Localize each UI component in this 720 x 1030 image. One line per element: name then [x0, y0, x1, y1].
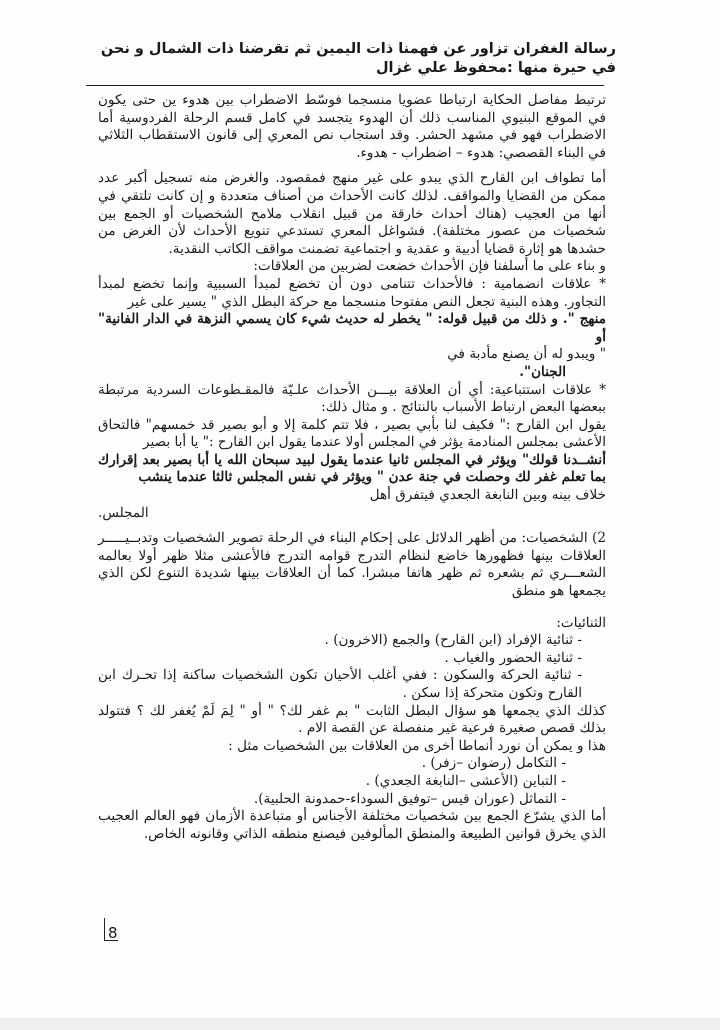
- relation-item-1: - التكامل (رضوان –زفر) .: [421, 755, 566, 772]
- relation-item-3: - التماثل (عوران قيس –توفيق السوداء-حمدونة الحلبية).: [253, 790, 566, 807]
- plain-line-1: " ويبدو له أن يصنع مأدبة في: [447, 346, 606, 363]
- plain-line-3: المجلس.: [98, 504, 149, 521]
- page-header-title: رسالة الغفران تزاور عن فهمنا ذات اليمين ثم تقرضنا ذات الشمال و نحن في حيرة منها :محفوظ علي غزال: [100, 41, 616, 76]
- pairs-heading: الثنائيات:: [556, 614, 606, 631]
- paragraph-relations-2: * علاقات استتباعية: أي أن العلاقة بيـــن الأحداث علـيّة فالمقـطوعات السردية مرتبطة ببعضها البعض ارتباط الأسباب بالنتائج . و مثال ذلك:: [98, 381, 606, 416]
- document-body: [98, 92, 606, 843]
- bold-quote-line-2: أنشــدنا قولك" ويؤثر في المجلس ثانيا عندما يقول لبيد سبحان الله يا أبا بصير بعد إقرارك بما تعلم غفر لك وحصلت في جنة عدن " ويؤثر في نفس المجلس ثالثا عندما ينشب: [98, 451, 606, 486]
- paragraph-example: يقول ابن القارح :" فكيف لنا بأبي بصير ، فلا تتم كلمة إلا و أبو بصير قد خمسهم" فالتحاق الأعشى بمجلس المنادمة يؤثر في المجلس أولا عندما يقول ابن القارح :" يا أبا بصير: [98, 416, 606, 451]
- paragraph-4: * علاقات انضمامية : فالأحداث تتنامى دون أن تخضع لمبدأ السببية وإنما تخضع لمبدأ التجاور. وهذه البنية تجعل النص مفتوحا منسجما مع حركة البطل الذي " يسير على غير: [98, 275, 606, 310]
- header-divider: [86, 85, 604, 86]
- paragraph-1: ترتبط مفاصل الحكاية ارتباطا عضويا منسجما فوسّط الاضطراب بين هدوء ين حتى يكون في الموقع البنيوي المناسب ذلك أن الهدوء يتجسد في كامل قسم الرحلة الفردوسية أما الاضطراب فهو في مشهد الحشر. وقد استجاب نص المعري إلى قانون الاستقطاب الثلاثي في البناء القصصي: هدوء – اضطراب - هدوء.: [98, 92, 606, 161]
- paragraph-patterns: هذا و يمكن أن نورد أنماطا أخرى من العلاقات بين الشخصيات مثل :: [228, 737, 606, 754]
- plain-line-2: خلاف بينه وبين النابغة الجعدي فيتفرق أهل: [369, 487, 606, 504]
- page-number-frame-left: [104, 918, 105, 940]
- pair-item-3: - ثنائية الحركة والسكون : ففي أغلب الأحيان تكون الشخصيات ساكنة إذا تحـرك ابن القارح وتكون متحركة إذا سكن .: [98, 667, 582, 701]
- page-bottom-edge: [0, 1018, 720, 1030]
- paragraph-question: كذلك الذي يجمعها هو سؤال البطل الثابت " بم غفر لك؟ " أو " لِمَ لَمْ يُغفر لك ؟ فتتولد بذلك قصص صغيرة فرعية غير منفصلة عن القصة الام .: [98, 702, 606, 737]
- page-number: 8: [108, 924, 118, 942]
- pair-item-2: - ثنائية الحضور والغياب .: [444, 649, 582, 666]
- bold-quote-line-1: منهج ". و ذلك من قبيل قوله: " يخطر له حديث شيء كان يسمي النزهة في الدار الفانية" أو: [98, 311, 606, 345]
- paragraph-conclusion: أما الذي يشرّع الجمع بين شخصيات مختلفة الأجناس أو متباعدة الأزمان فهو العالم العجيب الذي يخرق قوانين الطبيعة والمنطق المألوفين فيصنع منطقه الذاتي وقانونه الخاص.: [98, 808, 606, 842]
- bold-quote-end: الجنان".: [519, 363, 566, 380]
- paragraph-2: أما تطواف ابن القارح الذي يبدو على غير منهج فمقصود. والغرض منه تسجيل أكبر عدد ممكن من القضايا والمواقف. لذلك كانت الأحداث من أصناف متعددة و إن كانت تلتقي في أنها من العجيب (هناك أحداث خارقة من قبيل انقلاب ملامح الشخصيات أو الجمع بين شخصيات من عصور مختلفة). فشواغل المعري تستدعي تنويع الأحداث لأن الغرض من حشدها هو إثارة قضايا أدبية و عقدية و اجتماعية تضمنت مواقف الكاتب النقدية.: [98, 170, 606, 257]
- pair-item-1: - ثنائية الإفراد (ابن القارح) والجمع (الاخرون) .: [324, 632, 582, 649]
- paragraph-characters: 2) الشخصيات: من أظهر الدلائل على إحكام البناء في الرحلة تصوير الشخصيات وتدبــيـــــر العلاقات بينها فظهورها خاضع لنظام التدرج قوامه التدرج فالأعشى مثلا ظهر أولا بعالمه الشعـــري ثم بشعره ثم ظهر هاتفا مبشرا. كما أن العلاقات بينها شديدة التنوع لكن الذي يجمعها هو منطق: [98, 530, 606, 600]
- paragraph-3: و بناء على ما أسلفنا فإن الأحداث خضعت لضربين من العلاقات:: [253, 258, 606, 275]
- relation-item-2: - التباين (الأعشى –النابغة الجعدي) .: [365, 772, 566, 789]
